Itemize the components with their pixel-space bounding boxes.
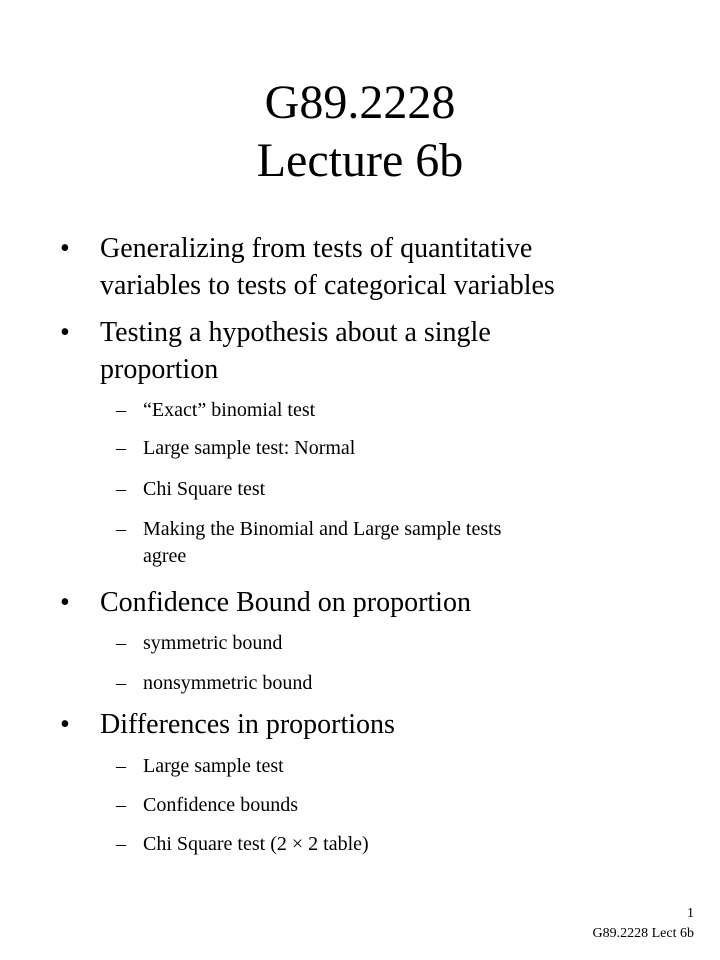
footer-label: G89.2228 Lect 6b xyxy=(592,926,694,941)
sub-text: Chi Square test (2 × 2 table) xyxy=(143,833,369,855)
sub-text: Large sample test xyxy=(143,755,284,777)
sub-text: nonsymmetric bound xyxy=(143,672,313,694)
dash-mark: – xyxy=(116,518,126,540)
bullet-text: Differences in proportions xyxy=(100,709,395,740)
bullet-mark: • xyxy=(60,317,70,348)
slide-footer xyxy=(593,904,694,944)
bullet-mark: • xyxy=(60,233,70,264)
sub-text: “Exact” binomial test xyxy=(143,399,316,421)
dash-mark: – xyxy=(116,632,126,654)
bullet-mark: • xyxy=(60,709,70,740)
dash-mark: – xyxy=(116,437,126,459)
course-code: G89.2228 xyxy=(264,76,456,129)
dash-mark: – xyxy=(116,833,126,855)
bullet-text: proportion xyxy=(100,354,219,385)
sub-text: symmetric bound xyxy=(143,632,283,654)
sub-text: Making the Binomial and Large sample tests xyxy=(143,518,502,540)
sub-text: agree xyxy=(143,545,187,567)
dash-mark: – xyxy=(116,794,126,816)
lecture-title: Lecture 6b xyxy=(256,134,464,187)
bullet-text: variables to tests of categorical variables xyxy=(100,270,555,301)
dash-mark: – xyxy=(116,755,126,777)
dash-mark: – xyxy=(116,399,126,421)
bullet-text: Generalizing from tests of quantitative xyxy=(100,233,533,264)
page-number: 1 xyxy=(687,906,694,921)
sub-text: Large sample test: Normal xyxy=(143,437,356,459)
bullet-text: Testing a hypothesis about a single xyxy=(100,317,491,348)
bullet-text: Confidence Bound on proportion xyxy=(100,587,471,618)
dash-mark: – xyxy=(116,478,126,500)
bullet-mark: • xyxy=(60,587,70,618)
dash-mark: – xyxy=(116,672,126,694)
sub-text: Chi Square test xyxy=(143,478,266,500)
sub-text: Confidence bounds xyxy=(143,794,298,816)
